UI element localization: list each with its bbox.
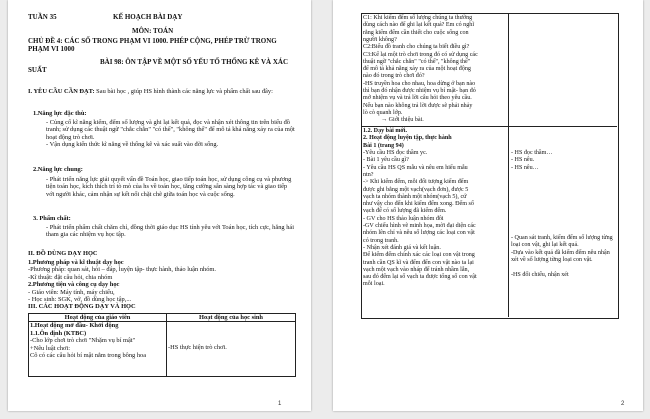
list-item: nhóm lên chỉ và nêu số lượng các loại con vật (363, 230, 475, 237)
list-item: - Vận dụng kiến thức kĩ năng về thống kê và xác suất vào đời sống. (46, 141, 219, 149)
list-item: -HS đối chiếu, nhận xét (511, 271, 569, 278)
teaching-aids-list (28, 259, 216, 311)
subject-label: MÔN: TOÁN (132, 27, 174, 35)
general-competence-text: - Phát triển năng lực giải quyết vấn đề Toán học, giao tiếp toán học, sử dụng công cụ và phương tiện toán học, kích thích trí tò mò của hs về toán học, tăng cường sẵn sàng hợp tác và giao tiếp với người khác, cảm nhận sự kết nối chặt chẽ giữa toán học và cuộc sống. (46, 176, 292, 198)
list-item: mỗi loại. (363, 281, 385, 288)
section-qualities: 3. Phẩm chất: (33, 215, 71, 222)
document-page-2 (333, 0, 643, 411)
list-item: - Bài 1 yêu cầu gì? (363, 157, 409, 164)
list-item: III. CÁC HOẠT ĐỘNG DẠY VÀ HỌC (28, 303, 136, 311)
list-item: -Dựa vào kết quả đã kiểm đếm nêu nhận (511, 249, 610, 256)
page-number: 1 (278, 401, 282, 407)
list-item: mở nhiệm vụ và trả lời câu hỏi theo yêu cầu. (363, 95, 472, 102)
topic-heading: CHỦ ĐỀ 4: CÁC SỐ TRONG PHẠM VI 1000. PHÉP CỘNG, PHÉP TRỪ TRONG PHẠM VI 1000 (28, 37, 277, 53)
list-item: người không? (363, 36, 397, 43)
table-row (29, 322, 296, 377)
list-item: -> Khi kiểm đếm, mỗi đối tượng kiểm đếm (363, 179, 469, 186)
lesson-heading: BÀI 98: ÔN TẬP VỀ MỘT SỐ YẾU TỐ THỐNG KÊ VÀ XÁC SUẤT (28, 58, 288, 74)
list-item: 1.Phương pháp và kĩ thuật dạy học (28, 259, 124, 266)
qualities-text: - Phát triển phẩm chất chăm chỉ, đồng thời giáo dục HS tính yêu với Toán học, tích cực, hăng hái tham gia các nhiệm vụ học tập. (46, 224, 295, 239)
list-item: rằng kiểm đếm cần thiết cho cuộc sống con (363, 29, 469, 36)
list-item: C2:Biểu đồ tranh cho chúng ta biết điều gì? (363, 44, 470, 51)
list-item: sau đó đếm lại số vạch ta được tổng số con vật (363, 274, 477, 281)
list-item: - HS đọc thầm… (511, 150, 553, 156)
list-item: loại con vật, ghi lại kết quả. (511, 242, 579, 249)
list-item: dùng cách nào để ghi lại kết quả? Em có nghĩ (363, 22, 475, 29)
teacher-activity-cell: 1.Hoạt động mở đầu- Khởi động 1.1.Ôn định (KTBC) -Cho lớp chơi trò chơi "Nhặm vụ bí mật" +Nêu luật chơi: Cô có các câu hỏi bí mật nằm trong bông hoa (29, 322, 167, 377)
list-item: - Nhận xét đánh giá và kết luận. (363, 244, 441, 251)
student-activity-cell: -HS thực hiện trò chơi. (167, 322, 296, 377)
list-item: C3:Kể lại một trò chơi trong đó có sử dụng các (363, 51, 478, 58)
list-item: vạch ta nhóm thành một nhóm(vạch 5), cứ (363, 193, 467, 200)
list-item: -HS truyền hoa cho nhau, hoa dừng ở bạn nào (363, 80, 476, 87)
list-item: có trong tranh. (363, 237, 399, 244)
specific-competence-list (46, 119, 296, 149)
plan-title: KẾ HOẠCH BÀI DẠY (113, 13, 183, 21)
list-item: - Yêu cầu HS QS mẫu và nêu em hiểu mẫu (363, 164, 468, 171)
table-row-divider (361, 126, 617, 127)
list-item: -Yêu cầu HS đọc thầm yc. (363, 150, 428, 156)
requirements-paragraph (28, 88, 296, 95)
section-general-competence: 2.Năng lực chung: (33, 166, 83, 173)
list-item: vạch để có số lượng đã kiểm đếm. (363, 208, 447, 215)
list-item: thì bạn đó nhận được nhiệm vụ bí mật- bạn đó (363, 88, 476, 94)
section-specific-competence: 1.Năng lực đặc thù: (33, 110, 87, 117)
list-item: Nếu bạn nào không trả lời được sẽ phải nhảy (363, 102, 473, 109)
list-item: - Củng cố kĩ năng kiểm, đếm số lượng và ghi lại kết quả, đọc và nhận xét thông tin trên biểu đồ tranh; sử dụng các thuật ngữ "chắc chắn" "có thể", "không thể" để mô tả khả năng xảy ra của một hoạt động trò chơi. (46, 119, 295, 141)
document-page-1 (8, 0, 311, 411)
week-label: TUẦN 35 (28, 13, 57, 21)
list-item: lò cò quanh lớp. (363, 109, 403, 116)
list-item: để mô tả khả năng xảy ra của một hoạt động (363, 66, 471, 73)
list-item: - GV cho HS thảo luận nhóm đôi (363, 215, 444, 222)
list-item: C1: Khi kiểm đếm số lượng chúng ta thường (363, 15, 473, 21)
list-item: nào đó trong trò chơi đó? (363, 73, 425, 80)
table-column-divider (508, 13, 509, 317)
requirements-text: Sau bài học , giúp HS hình thành các năng lực và phẩm chất sau đây: (94, 88, 273, 95)
list-item: vạch một vạch vào nháp để tránh nhầm lẫn, (363, 266, 470, 273)
list-item: Để kiểm đếm chính xác các loại con vật trong (363, 252, 475, 259)
page-number: 2 (621, 401, 625, 407)
list-item: -Phương pháp: quan sát, hỏi – đáp, luyện tập- thực hành, thảo luận nhóm. (28, 266, 216, 274)
list-item: xét về số lượng từng loại con vật. (511, 256, 593, 263)
list-item: -Kĩ thuật: đặt câu hỏi, chia nhóm (28, 273, 113, 281)
list-item: -GV chiếu hình vẽ minh họa, mời đại diện các (363, 223, 476, 229)
exercise-heading: Bài 1 (trang 94) (363, 142, 404, 149)
section-heading: 1.2. Dạy bài mới. (363, 128, 408, 134)
list-item: tranh cần QS kĩ và đếm đến con vật nào ta lại (363, 259, 474, 266)
list-item: thuật ngữ "chắc chắn" "có thể", "không thể" (363, 58, 471, 65)
list-item: như vậy cho đến khi kiểm đếm xong. Đếm số (363, 201, 474, 208)
list-item: - HS nêu… (511, 164, 539, 171)
table-header-row (29, 314, 296, 322)
requirements-title: I. YÊU CẦU CẦN ĐẠT: (28, 88, 95, 95)
activities-table (28, 313, 296, 377)
list-item: - HS nêu. (511, 157, 535, 164)
table-header-student: Hoạt động của học sinh (167, 314, 296, 322)
section-heading: 2. Hoạt động luyện tập, thực hành (363, 135, 452, 142)
list-item: - Quan sát tranh, kiểm đếm số lượng từng (511, 235, 613, 241)
section-teaching-aids: II. ĐỒ DÙNG DẠY HỌC (28, 250, 98, 257)
table-header-teacher: Hoạt động của giáo viên (29, 314, 167, 322)
list-item: → Giới thiệu bài. (381, 117, 424, 124)
list-item: - Giáo viên: Máy tính, máy chiếu, (28, 288, 115, 296)
list-item: 2.Phương tiện và công cụ dạy học (28, 281, 120, 289)
list-item: ntn? (363, 171, 374, 178)
list-item: - Học sinh: SGK, vở, đồ dùng học tập,... (28, 296, 132, 304)
list-item: được ghi bằng một vạch(vạch đơn), được 5 (363, 186, 469, 193)
